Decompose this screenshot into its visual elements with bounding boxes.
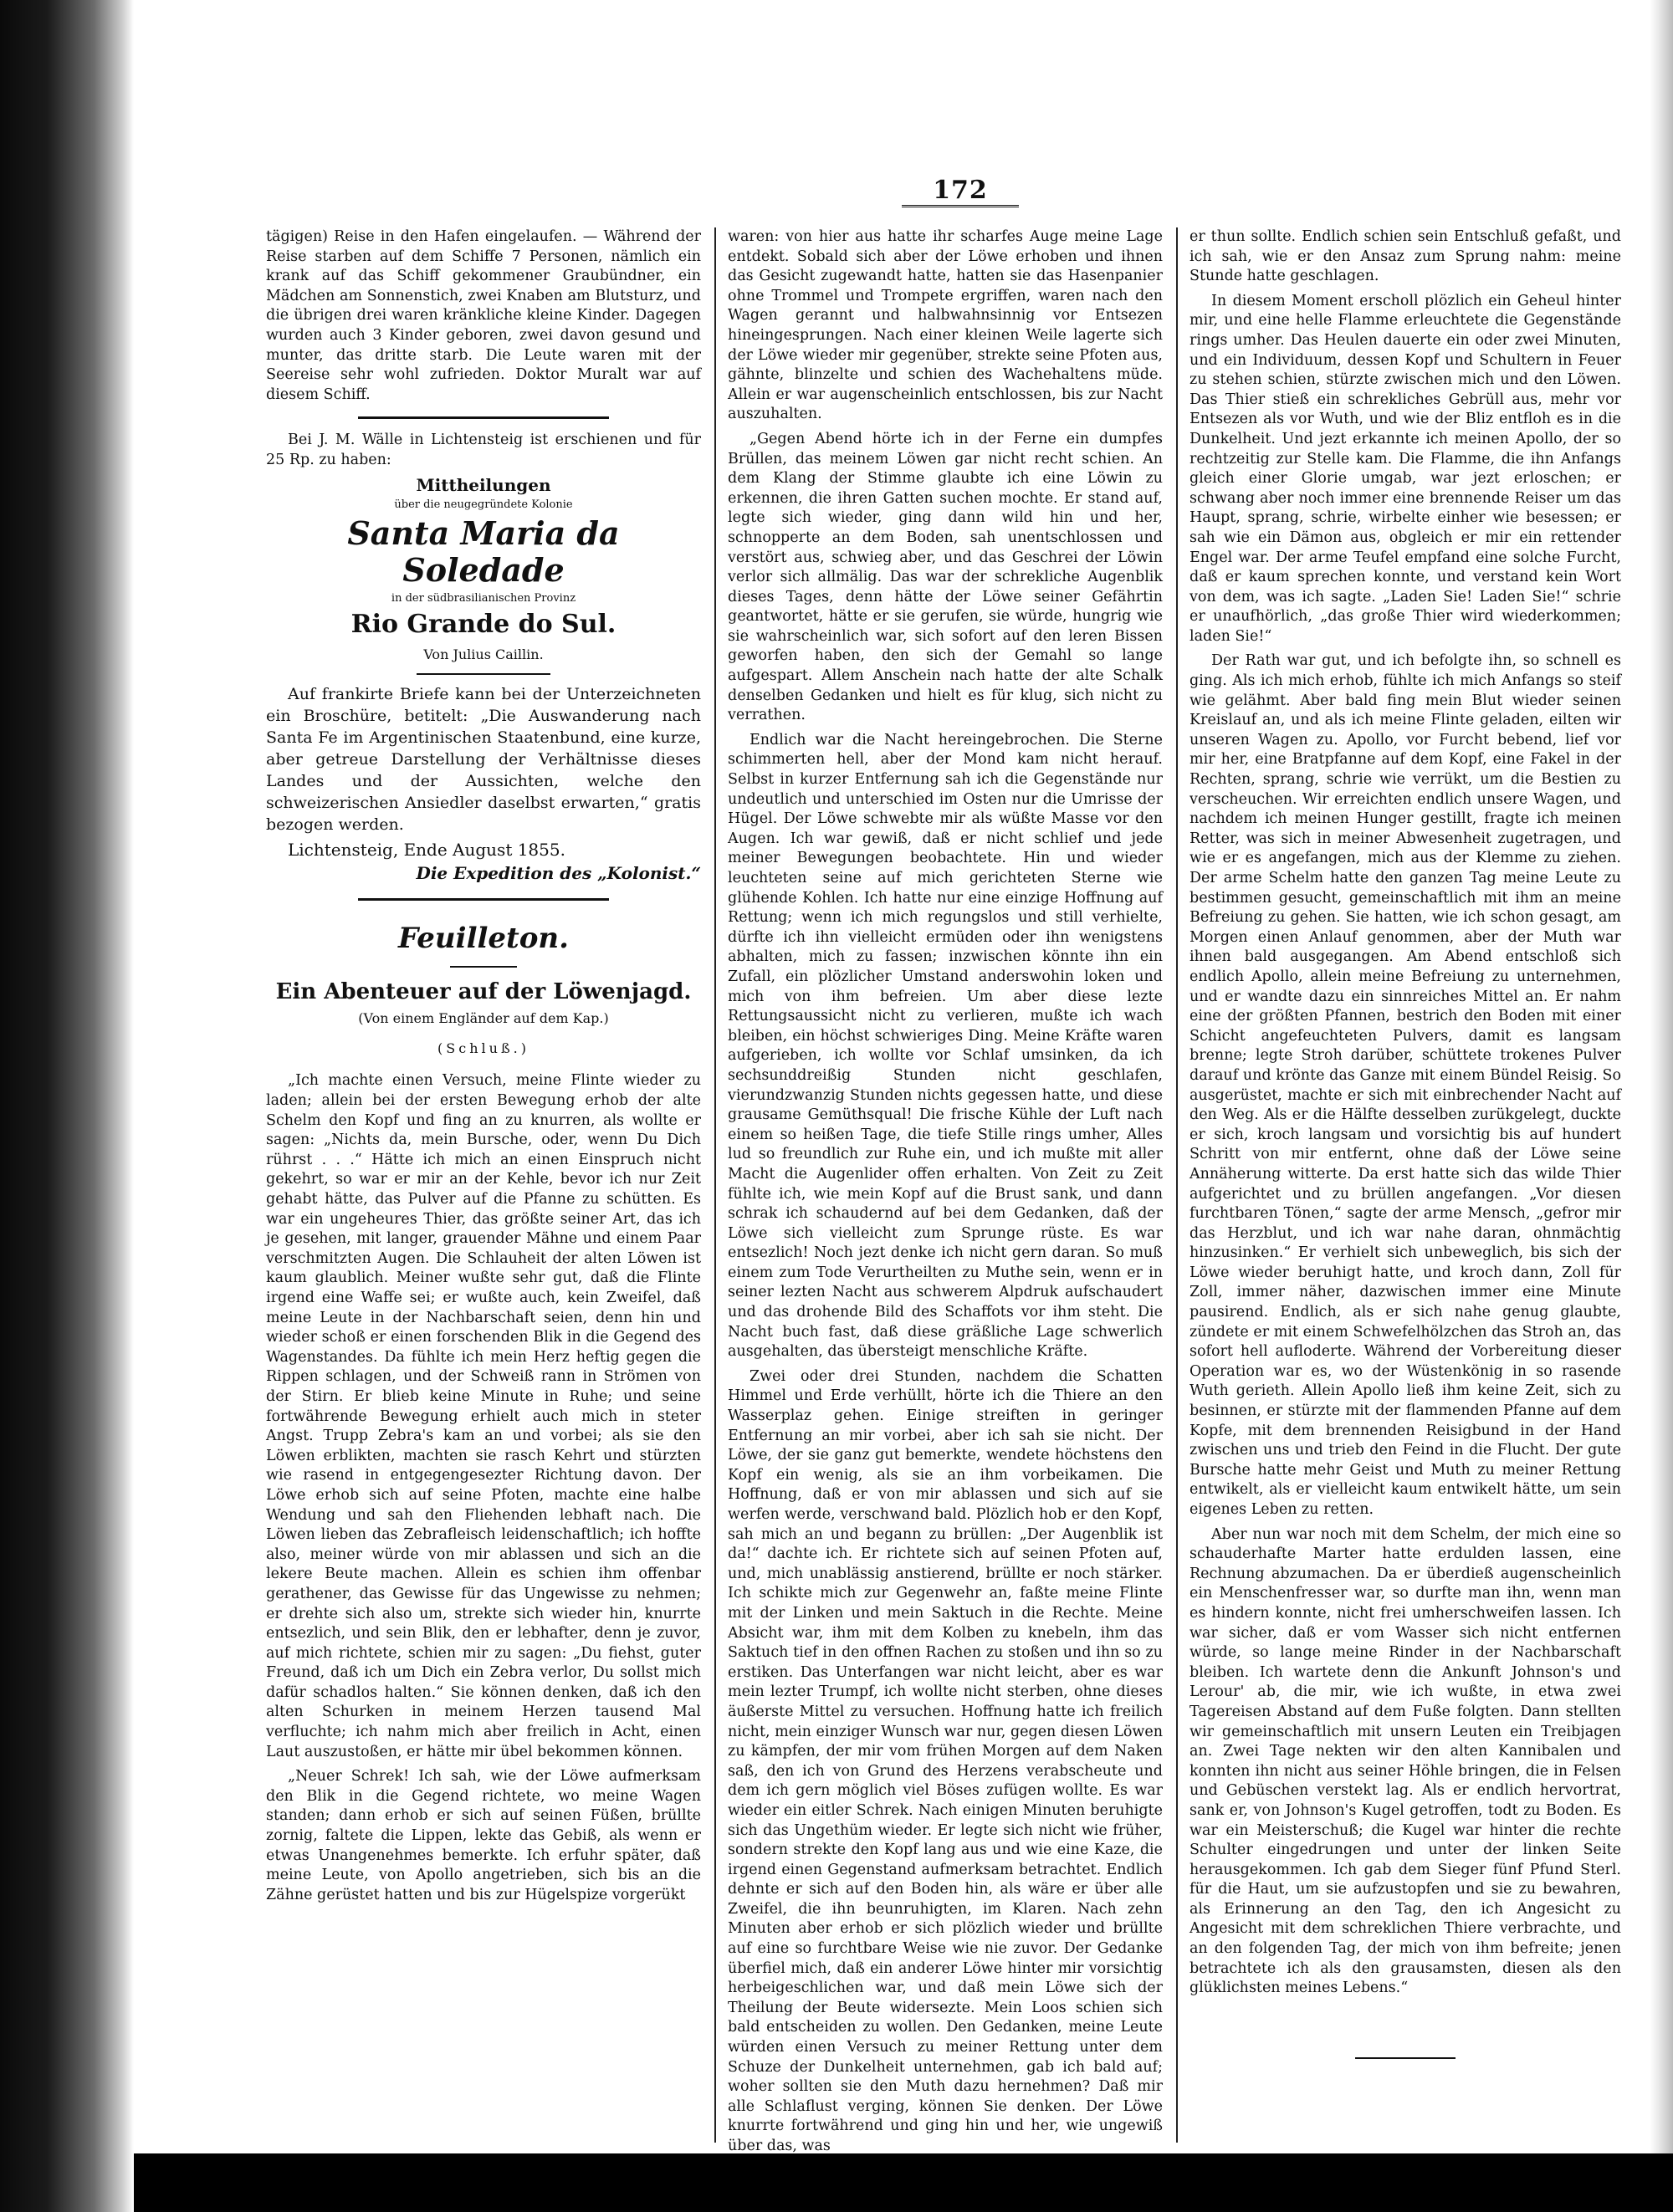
story-paragraph: Endlich war die Nacht hereingebrochen. Die Sterne schimmerten hell, aber der Mond kam nicht herauf. Selbst in kurzer Entfernung sah ich die Gegenstände nur undeutlich und unterschied im Osten nur die Umrisse der Hügel. Der Löwe schwebte mir als wüßte Masse vor den Augen. Ich war gewiß, daß er nicht schlief und jede meiner Bewegungen beobachtete. Hin und wieder leuchteten seine auf mich gerichteten Sterne wie glühende Kohlen. Ich hatte nur eine einzige Hoffnung auf Rettung; wenn ich mich regungslos und still verhielte, dürfte ich ihn vielleicht ermüden oder ihn wenigstens abhalten, mich zu fassen; inzwischen könnte ihn ein Zufall, ein plözlicher Umstand anderswohin loken und mich von ihm befreien. Um aber diese lezte Rettungsaussicht nicht zu verlieren, mußte ich wach bleiben, ein höchst schwieriges Ding. Meine Kräfte waren aufgerieben, ich wollte vor Schlaf umsinken, da ich sechsunddreißig Stunden nicht geschlafen, vierundzwanzig Stunden nichts gegessen hatte, und diese grausame Gemüthsqual! Die frische Kühle der Luft nach einem so heißen Tage, die tiefe Stille rings umher, Alles lud so freundlich zur Ruhe ein, und ich mußte mit aller Macht die Augenlider offen erhalten. Von Zeit zu Zeit fühlte ich, wie mein Kopf auf die Brust sank, und dann schrak ich schaudernd auf bei dem Gedanken, daß der Löwe sich vielleicht zum Sprunge rüste. Es war entsezlich! Noch jezt denke ich nicht gern daran. So muß einem zum Tode Verurtheilten zu Muthe sein, wenn er in seiner lezten Nacht aus schwerem Alpdruk aufschaudert und das drohende Bild des Schaffots vor ihm steht. Die Nacht buch fast, daß diese gräßliche Lage schwerlich ausgehalten, das übersteigt menschliche Kräfte. (728, 731, 1163, 1361)
ad-title-2: Rio Grande do Sul. (350, 610, 617, 640)
ad-intro: Bei J. M. Wälle in Lichtensteig ist erschienen und für 25 Rp. zu haben: (266, 432, 701, 468)
news-paragraph: tägigen) Reise in den Hafen eingelaufen. — Während der Reise starben auf dem Schiffe 7 Personen, nämlich ein krank auf das Schiff gekommener Graubündner, ein Mädchen am Sonnenstich, zwei Knaben am Blutsturz, und die übrigen drei waren kränkliche kleine Kinder. Dagegen wurden auch 3 Kinder geboren, zwei davon gesund und munter, das dritte starb. Die Leute waren mit der Seereise sehr wohl zufrieden. Doktor Muralt war auf diesem Schiff. (266, 228, 701, 403)
ad-subheading: über die neugegründete Kolonie (394, 498, 573, 512)
advertisement (266, 431, 701, 883)
story-paragraph: Zwei oder drei Stunden, nachdem die Schatten Himmel und Erde verhüllt, hörte ich die Thiere an den Wasserplaz gehen. Einige streiften in geringer Entfernung an mir vorbei, aber ich sah sie nicht. Der Löwe, der sie ganz gut bemerkte, wendete höchstens den Kopf ein wenig, als sie an ihm vorbeikamen. Die Hoffnung, daß er von mir ablassen und sich auf sie werfen werde, verschwand bald. Plözlich hob er den Kopf, sah mich an und begann zu brüllen: „Der Augenblik ist da!“ dachte ich. Er richtete sich auf seinen Pfoten auf, und, mich unablässig anstierend, brüllte er noch stärker. Ich schikte mich zur Gegenwehr an, faßte meine Flinte mit der Linken und mein Saktuch in die Rechte. Meine Absicht war, ihm mit dem Kolben zu knebeln, ihm das Saktuch tief in den offnen Rachen zu stoßen und ihn so zu erstiken. Das Unterfangen war nicht leicht, aber es war mein lezter Trumpf, ich wollte nicht sterben, ohne dieses äußerste Mittel zu versuchen. Hoffnung hatte ich freilich nicht, mein einziger Wunsch war nur, gegen diesen Löwen zu kämpfen, der mir vom frühen Morgen auf dem Naken saß, den ich von Grund des Herzens verabscheute und dem ich gern möglich viel Böses zufügen wollte. Es war wieder ein eitler Schrek. Nach einigen Minuten beruhigte sich das Ungethüm wieder. Er legte sich nicht wie früher, sondern strekte den Kopf lang aus und wie eine Kaze, die irgend einen Gegenstand aufmerksam betrachtet. Endlich dehnte er sich auf den Boden hin, als wäre er über alle Zweifel, die ihn beunruhigten, im Klaren. Nach zehn Minuten aber erhob er sich plözlich wieder und brüllte auf eine so furchtbare Weise wie nie zuvor. Der Gedanke überfiel mich, daß ein anderer Löwe hinter mir vorsichtig herbeigeschlichen war, und daß mein Löwe sich der Theilung der Beute widersezte. Mein Loos schien sich bald entscheiden zu wollen. Den Gedanken, meine Leute würden einen Versuch zu meiner Rettung unter dem Schuze der Dunkelheit unternehmen, gab ich bald auf; woher sollten sie den Muth dazu hernehmen? Daß mir alle Schlaflust verging, können Sie denken. Der Löwe knurrte fortwährend und ging hin und her, wie ungewiß über das, was (728, 1367, 1163, 2154)
story-paragraph: Aber nun war noch mit dem Schelm, der mich eine so schauderhafte Marter hatte erdulden lassen, eine Rechnung abzumachen. Da er überdieß augenscheinlich ein Menschenfresser war, so durfte man ihn, wenn man es hindern konnte, nicht frei umherschweifen lassen. Ich war sicher, daß er vom Wasser sich nicht entfernen würde, so lange meine Rinder in der Nachbarschaft bleiben. Ich wartete denn die Ankunft Johnson's und Lerour' ab, die mir, wie ich wußte, in etwa zwei Tagereisen Abstand auf dem Fuße folgten. Dann stellten wir gemeinschaftlich mit unsern Leuten ein Treibjagen an. Zwei Tage nekten wir den alten Kannibalen und konnten ihn nicht aus seiner Höhle bringen, die in Felsen und Gebüschen verstekt lag. Als er endlich hervortrat, sank er, von Johnson's Kugel getroffen, todt zu Boden. Es war ein Meisterschuß; die Kugel war hinter die rechte Schulter eingedrungen und unter der linken Seite herausgekommen. Ich gab dem Sieger fünf Pfund Sterl. für die Haut, um sie aufzustopfen und sie zu bewahren, als Erinnerung an den Tag, den ich Angesicht zu Angesicht mit dem schreklichen Thiere verbrachte, und an den folgenden Tag, der mich von ihm befreite; jenen betrachtete ich als den grausamsten, diesen als den glüklichsten meines Lebens.“ (1190, 1525, 1621, 1997)
page-number: 172 (902, 176, 1019, 207)
column-1 (266, 227, 701, 2143)
column-3 (1190, 227, 1621, 2143)
ad-rule (417, 673, 550, 675)
section-rule (358, 416, 609, 419)
story-paragraph: er thun sollte. Endlich schien sein Entschluß gefaßt, und ich sah, wie er den Ansaz zum Sprung nahm: meine Stunde hatte geschlagen. (1190, 228, 1621, 285)
heading-rule (450, 966, 517, 968)
ad-title: Santa Maria da Soledade (347, 513, 620, 589)
feuilleton-heading: Feuilleton. (398, 922, 569, 956)
ad-body: Auf frankirte Briefe kann bei der Unterzeichneten ein Broschüre, betitelt: „Die Auswanderung nach Santa Fe im Argentinischen Staatenbund, eine kurze, aber getreue Darstellung der Verhältnisse dieses Landes und der Aussichten, welche den schweizerischen Ansiedler daselbst erwarten,“ gratis bezogen werden. (266, 684, 701, 834)
story-title: Ein Abenteuer auf der Löwenjagd. (275, 978, 692, 1004)
column-2 (728, 227, 1163, 2154)
column-divider (714, 227, 716, 2143)
section-rule (358, 898, 609, 901)
story-subtitle: (Von einem Engländer auf dem Kap.) (358, 1010, 609, 1027)
story-paragraph: „Ich machte einen Versuch, meine Flinte wieder zu laden; allein bei der ersten Bewegung erhob der alte Schelm den Kopf und fing an zu knurren, als wollte er sagen: „Nichts da, mein Bursche, oder, wenn Du Dich rührst . . .“ Hätte ich mich an einen Einspruch nicht gekehrt, so war er mir an der Kehle, bevor ich nur Zeit gehabt hätte, das Pulver auf die Pfanne zu schütten. Es war ein ungeheures Thier, das größte seiner Art, das ich je gesehen, mit langer, grauender Mähne und einem Paar verschmitzten Augen. Die Schlauheit der alten Löwen ist kaum glaublich. Meiner wußte sehr gut, daß die Flinte irgend eine Waffe sei; er wußte auch, kein Zweifel, daß meine Leute in der Nachbarschaft seien, denn hin und wieder schoß er einen forschenden Blik in die Gegend des Wagenstandes. Da fühlte ich mein Herz heftig gegen die Rippen schlagen, und der Schweiß rann in Strömen von der Stirn. Er blieb keine Minute in Ruhe; und seine fortwährende Bewegung erhielt auch mich in steter Angst. Trupp Zebra's kam an und vorbei; als sie den Löwen erblikten, machten sie rasch Kehrt und stürzten wie rasend in entgegengesezter Richtung davon. Der Löwe erhob sich auf seine Pfoten, machte eine halbe Wendung und sah den Fliehenden lebhaft nach. Die Löwen lieben das Zebrafleisch leidenschaftlich; ich hoffte also, meiner würde von mir ablassen und sich an die lekere Beute machen. Allein es schien ihm offenbar gerathener, das Gewisse für das Ungewisse zu nehmen; er drehte sich also um, strekte sich wieder hin, knurrte entsezlich, und sein Blik, den er lebhafter, denn je zuvor, auf mich richtete, schien mir zu sagen: „Du fiehst, guter Freund, daß ich um Dich ein Zebra verlor, Du sollst mich dafür schadlos halten.“ Sie können denken, daß ich den alten Schurken in meinem Herzen tausend Mal verfluchte; ich nahm mich aber freilich in Acht, einen Laut auszustoßen, er hätte mir übel bekommen können. (266, 1072, 701, 1760)
ad-heading: Mittheilungen (416, 474, 551, 495)
scan-bottom-border (134, 2153, 1673, 2212)
ad-subheading: in der südbrasilianischen Provinz (391, 591, 576, 605)
ad-date: Lichtensteig, Ende August 1855. (288, 839, 565, 860)
ad-author: Von Julius Caillin. (423, 646, 544, 663)
story-paragraph: waren: von hier aus hatte ihr scharfes Auge meine Lage entdekt. Sobald sich aber der Löwe erhoben und ihnen das Gesicht zugewandt hatte, hatten sie das Hasenpanier ohne Trommel und Trompete ergriffen, waren nach den Wagen gerannt und halbwahnsinnig vor Entsezen hineingesprungen. Nach einer kleinen Weile lagerte sich der Löwe wieder mir gegenüber, strekte seine Pfoten aus, gähnte, blinzelte und schien des Wachehaltens müde. Allein er war augenscheinlich entschlossen, bis zur Nacht auszuhalten. (728, 228, 1163, 423)
newspaper-page (266, 176, 1621, 2154)
column-divider (1176, 227, 1178, 2143)
story-end-rule (1355, 2057, 1456, 2059)
scan-binding-shadow (0, 0, 134, 2212)
story-paragraph: Der Rath war gut, und ich befolgte ihn, so schnell es ging. Als ich mich erhob, fühlte ich mich Anfangs so steif wie gelähmt. Aber bald fing mein Blut wieder seinen Kreislauf an, und als ich meine Flinte geladen, eilten wir unseren Wagen zu. Apollo, vor Furcht bebend, lief vor mir her, eine Bratpfanne auf dem Kopf, eine Fakel in der Rechten, sprang, schrie wie verrükt, um die Bestien zu verscheuchen. Wir erreichten endlich unsere Wagen, und nachdem ich meinen Hunger gestillt, fragte ich meinen Retter, was sich in meiner Abwesenheit zugetragen, und wie er es angefangen, mich aus der Klemme zu ziehen. Der arme Schelm hatte den ganzen Tag meine Leute zu bestimmen gesucht, gemeinschaftlich mit ihm an meine Befreiung zu gehen. Sie hatten, wie ich schon gesagt, am Morgen einen Anlauf genommen, aber der Muth war ihnen bald ausgegangen. Am Abend entschloß sich endlich Apollo, allein meine Befreiung zu unternehmen, und er wandte dazu ein sinnreiches Mittel an. Er nahm eine der größten Pfannen, bestrich den Boden mit einer Schicht angefeuchteten Pulvers, damit es langsam brenne; legte Stroh darüber, schüttete trokenes Pulver darauf und krönte das Ganze mit einem Bündel Reisig. So ausgerüstet, machte er sich mit einbrechender Nacht auf den Weg. Als er die Hälfte desselben zurükgelegt, duckte er sich, kroch langsam und vorsichtig bis auf hundert Schritt von mir entfernt, ohne daß der Löwe seine Annäherung witterte. Da erst hatte sich das wilde Thier aufgerichtet und zu brüllen angefangen. „Vor diesen furchtbaren Tönen,“ sagte der arme Mensch, „gefror mir das Herzblut, und ich war nahe daran, ohnmächtig hinzusinken.“ Er verhielt sich unbeweglich, bis sich der Löwe wieder beruhigt hatte, und kroch dann, Zoll für Zoll, immer näher, dazwischen immer eine Minute pausirend. Endlich, als er sich nahe genug glaubte, zündete er mit einem Schwefelhölzchen das Stroh an, das sofort hell aufloderte. Während der Vorbereitung dieser Operation war es, wo der Wüstenkönig in so rasende Wuth gerieth. Allein Apollo ließ ihm keine Zeit, sich zu besinnen, er stürzte mit der flammenden Pfanne auf dem Kopfe, mit dem brennenden Reisigbund in der Hand zwischen uns und trieb den Feind in die Flucht. Der gute Bursche hatte mehr Geist und Muth zu meiner Rettung entwikelt, als er vielleicht kaum entwikelt hätte, um sein eigenes Leben zu retten. (1190, 652, 1621, 1518)
scan-page-edge (1650, 0, 1673, 2212)
ad-signature: Die Expedition des „Kolonist.“ (416, 862, 701, 883)
story-paragraph: „Gegen Abend hörte ich in der Ferne ein dumpfes Brüllen, das meinem Löwen gar nicht recht schien. An dem Klang der Stimme glaubte ich eine Löwin zu erkennen, die ihren Gatten suchen mochte. Er stand auf, legte sich wieder, ging dann wild hin und her, schnopperte an dem Boden, sah unentschlossen und verstört aus, schwieg aber, und das Geschrei der Löwin verlor sich allmälig. Das war der schrekliche Augenblik dieses Tages, denn hätte der Löwe seiner Gefährtin geantwortet, hätte er sie gerufen, sie würde, hungrig wie sie wahrscheinlich war, sich sofort auf den leren Bissen geworfen haben, den sich der Gemahl so lange aufgespart. Allem Anschein nach hatte der alte Schalk denselben Gedanken und hielt es für klug, sich nicht zu verrathen. (728, 430, 1163, 724)
story-paragraph: In diesem Moment erscholl plözlich ein Geheul hinter mir, und eine helle Flamme erleuchtete die Gegenstände rings umher. Das Heulen dauerte ein oder zwei Minuten, und ein Individuum, dessen Kopf und Schultern in Feuer zu stehen schien, stürzte zwischen mich und den Löwen. Das Thier stieß ein schrekliches Gebrüll aus, mehr vor Entsezen als vor Wuth, und wie der Bliz entfloh es in die Dunkelheit. Und jezt erkannte ich meinen Apollo, der so rechtzeitig zur Stelle kam. Die Flamme, die ihn Anfangs gleich einer Glorie umgab, war jezt erloschen; er schwang aber noch immer eine brennende Reiser um das Haupt, sprang, schrie, wirbelte einher wie besessen; er sah wie ein Dämon aus, obgleich er mir ein rettender Engel war. Der arme Teufel empfand eine solche Furcht, daß er kaum sprechen konnte, und verstand kein Wort von dem, was ich sagte. „Laden Sie! Laden Sie!“ schrie er unaufhörlich, „das große Thier wird wiederkommen; laden Sie!“ (1190, 292, 1621, 645)
story-paragraph: „Neuer Schrek! Ich sah, wie der Löwe aufmerksam den Blik in die Gegend richtete, wo meine Wagen standen; dann erhob er sich auf seinen Füßen, brüllte zornig, faltete die Lippen, lekte das Gebiß, als wenn er etwas Unangenehmes bemerkte. Ich erfuhr später, daß meine Leute, von Apollo angetrieben, sich bis an die Zähne gerüstet hatten und bis zur Hügelspize vorgerükt (266, 1768, 701, 1903)
story-conclusion-mark: (Schluß.) (437, 1040, 530, 1056)
